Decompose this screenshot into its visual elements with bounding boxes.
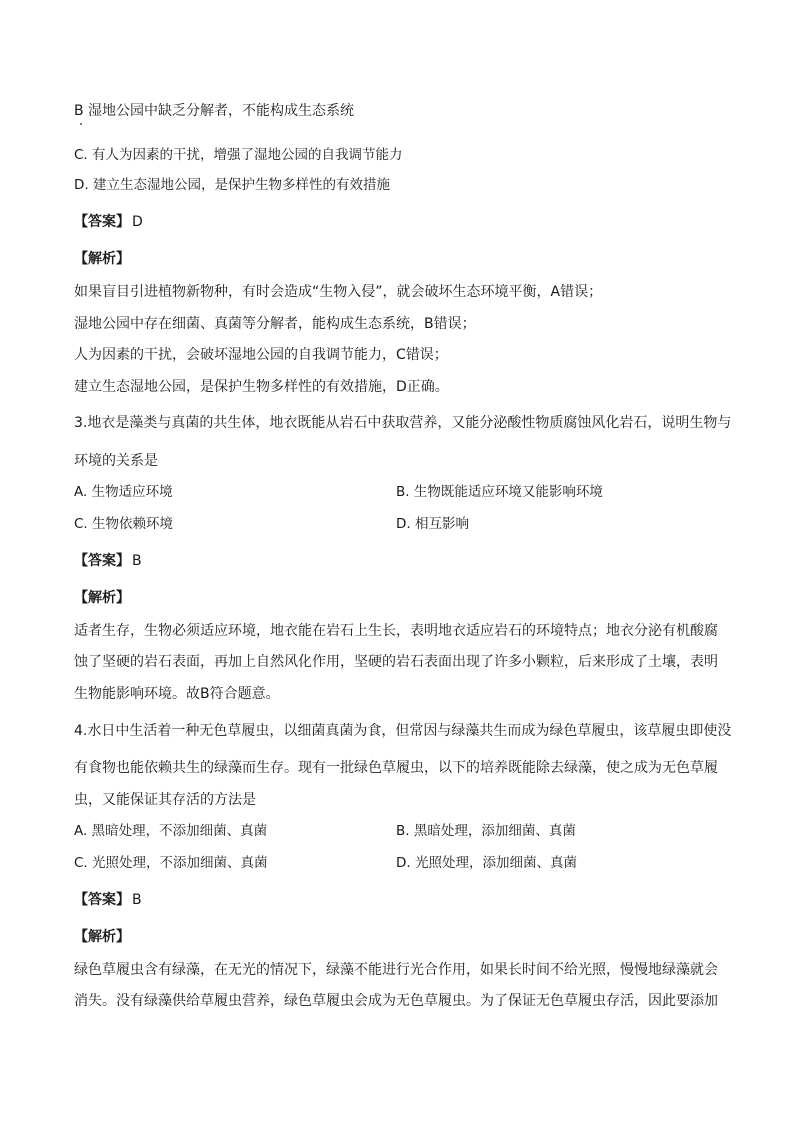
- q4-option-b: B. 黑暗处理，添加细菌、真菌: [396, 823, 576, 839]
- q3-option-a: A. 生物适应环境: [74, 484, 173, 500]
- answer-label: 【答案】: [74, 553, 130, 569]
- answer-label: 【答案】: [74, 892, 130, 908]
- q4-stem-line-3: 虫，又能保证其存活的方法是: [74, 792, 256, 808]
- q4-answer: [74, 890, 142, 910]
- q4-option-d: D. 光照处理，添加细菌、真菌: [396, 855, 577, 871]
- stray-mark: [80, 123, 82, 125]
- answer-value: B: [132, 892, 142, 908]
- q4-analysis-line-1: 绿色草履虫含有绿藻，在无光的情况下，绿藻不能进行光合作用，如果长时间不给光照，慢慢地绿藻就会: [74, 962, 718, 978]
- q2-analysis-line-2: 湿地公园中存在细菌、真菌等分解者，能构成生态系统，B错误；: [74, 316, 476, 332]
- q4-option-c: C. 光照处理，不添加细菌、真菌: [74, 855, 268, 871]
- q3-option-d: D. 相互影响: [396, 516, 469, 532]
- q4-stem-line-1: 4.水日中生活着一种无色草履虫，以细菌真菌为食，但常因与绿藻共生而成为绿色草履虫，该草履虫即使没: [74, 723, 732, 739]
- q2-option-d: D. 建立生态湿地公园，是保护生物多样性的有效措施: [74, 177, 390, 193]
- q2-answer: [74, 212, 143, 232]
- q2-analysis-label: 【解析】: [74, 251, 130, 267]
- q2-analysis-line-4: 建立生态湿地公园，是保护生物多样性的有效措施，D正确。: [74, 379, 449, 395]
- q4-analysis-label: 【解析】: [74, 929, 130, 945]
- answer-label: 【答案】: [74, 214, 130, 230]
- q4-analysis-line-2: 消失。没有绿藻供给草履虫营养，绿色草履虫会成为无色草履虫。为了保证无色草履虫存活，因此要添加: [74, 993, 718, 1009]
- q3-stem-line-1: 3.地衣是藻类与真菌的共生体，地衣既能从岩石中获取营养，又能分泌酸性物质腐蚀风化岩石，说明生物与: [74, 415, 732, 431]
- q3-answer: [74, 551, 142, 571]
- q3-option-c: C. 生物依赖环境: [74, 516, 174, 532]
- q2-analysis-line-3: 人为因素的干扰，会破坏湿地公园的自我调节能力，C错误；: [74, 347, 448, 363]
- q3-analysis-line-3: 生物能影响环境。故B符合题意。: [74, 686, 280, 702]
- q3-analysis-line-2: 蚀了坚硬的岩石表面，再加上自然风化作用，坚硬的岩石表面出现了许多小颗粒，后来形成了土壤，表明: [74, 654, 718, 670]
- q3-option-b: B. 生物既能适应环境又能影响环境: [396, 484, 603, 500]
- q2-option-c: C. 有人为因素的干扰，增强了湿地公园的自我调节能力: [74, 147, 403, 163]
- q4-option-a: A. 黑暗处理，不添加细菌、真菌: [74, 823, 268, 839]
- q3-stem-line-2: 环境的关系是: [74, 453, 158, 469]
- answer-value: B: [132, 553, 142, 569]
- q3-analysis-line-1: 适者生存，生物必须适应环境，地衣能在岩石上生长，表明地衣适应岩石的环境特点；地衣分泌有机酸腐: [74, 623, 718, 639]
- q4-stem-line-2: 有食物也能依赖共生的绿藻而生存。现有一批绿色草履虫，以下的培养既能除去绿藻，使之成为无色草履: [74, 760, 718, 776]
- q2-option-b: B 湿地公园中缺乏分解者，不能构成生态系统: [74, 103, 355, 119]
- q3-analysis-label: 【解析】: [74, 590, 130, 606]
- answer-value: D: [132, 214, 143, 230]
- q2-analysis-line-1: 如果盲目引进植物新物种，有时会造成“生物入侵”，就会破坏生态环境平衡，A错误；: [74, 284, 603, 300]
